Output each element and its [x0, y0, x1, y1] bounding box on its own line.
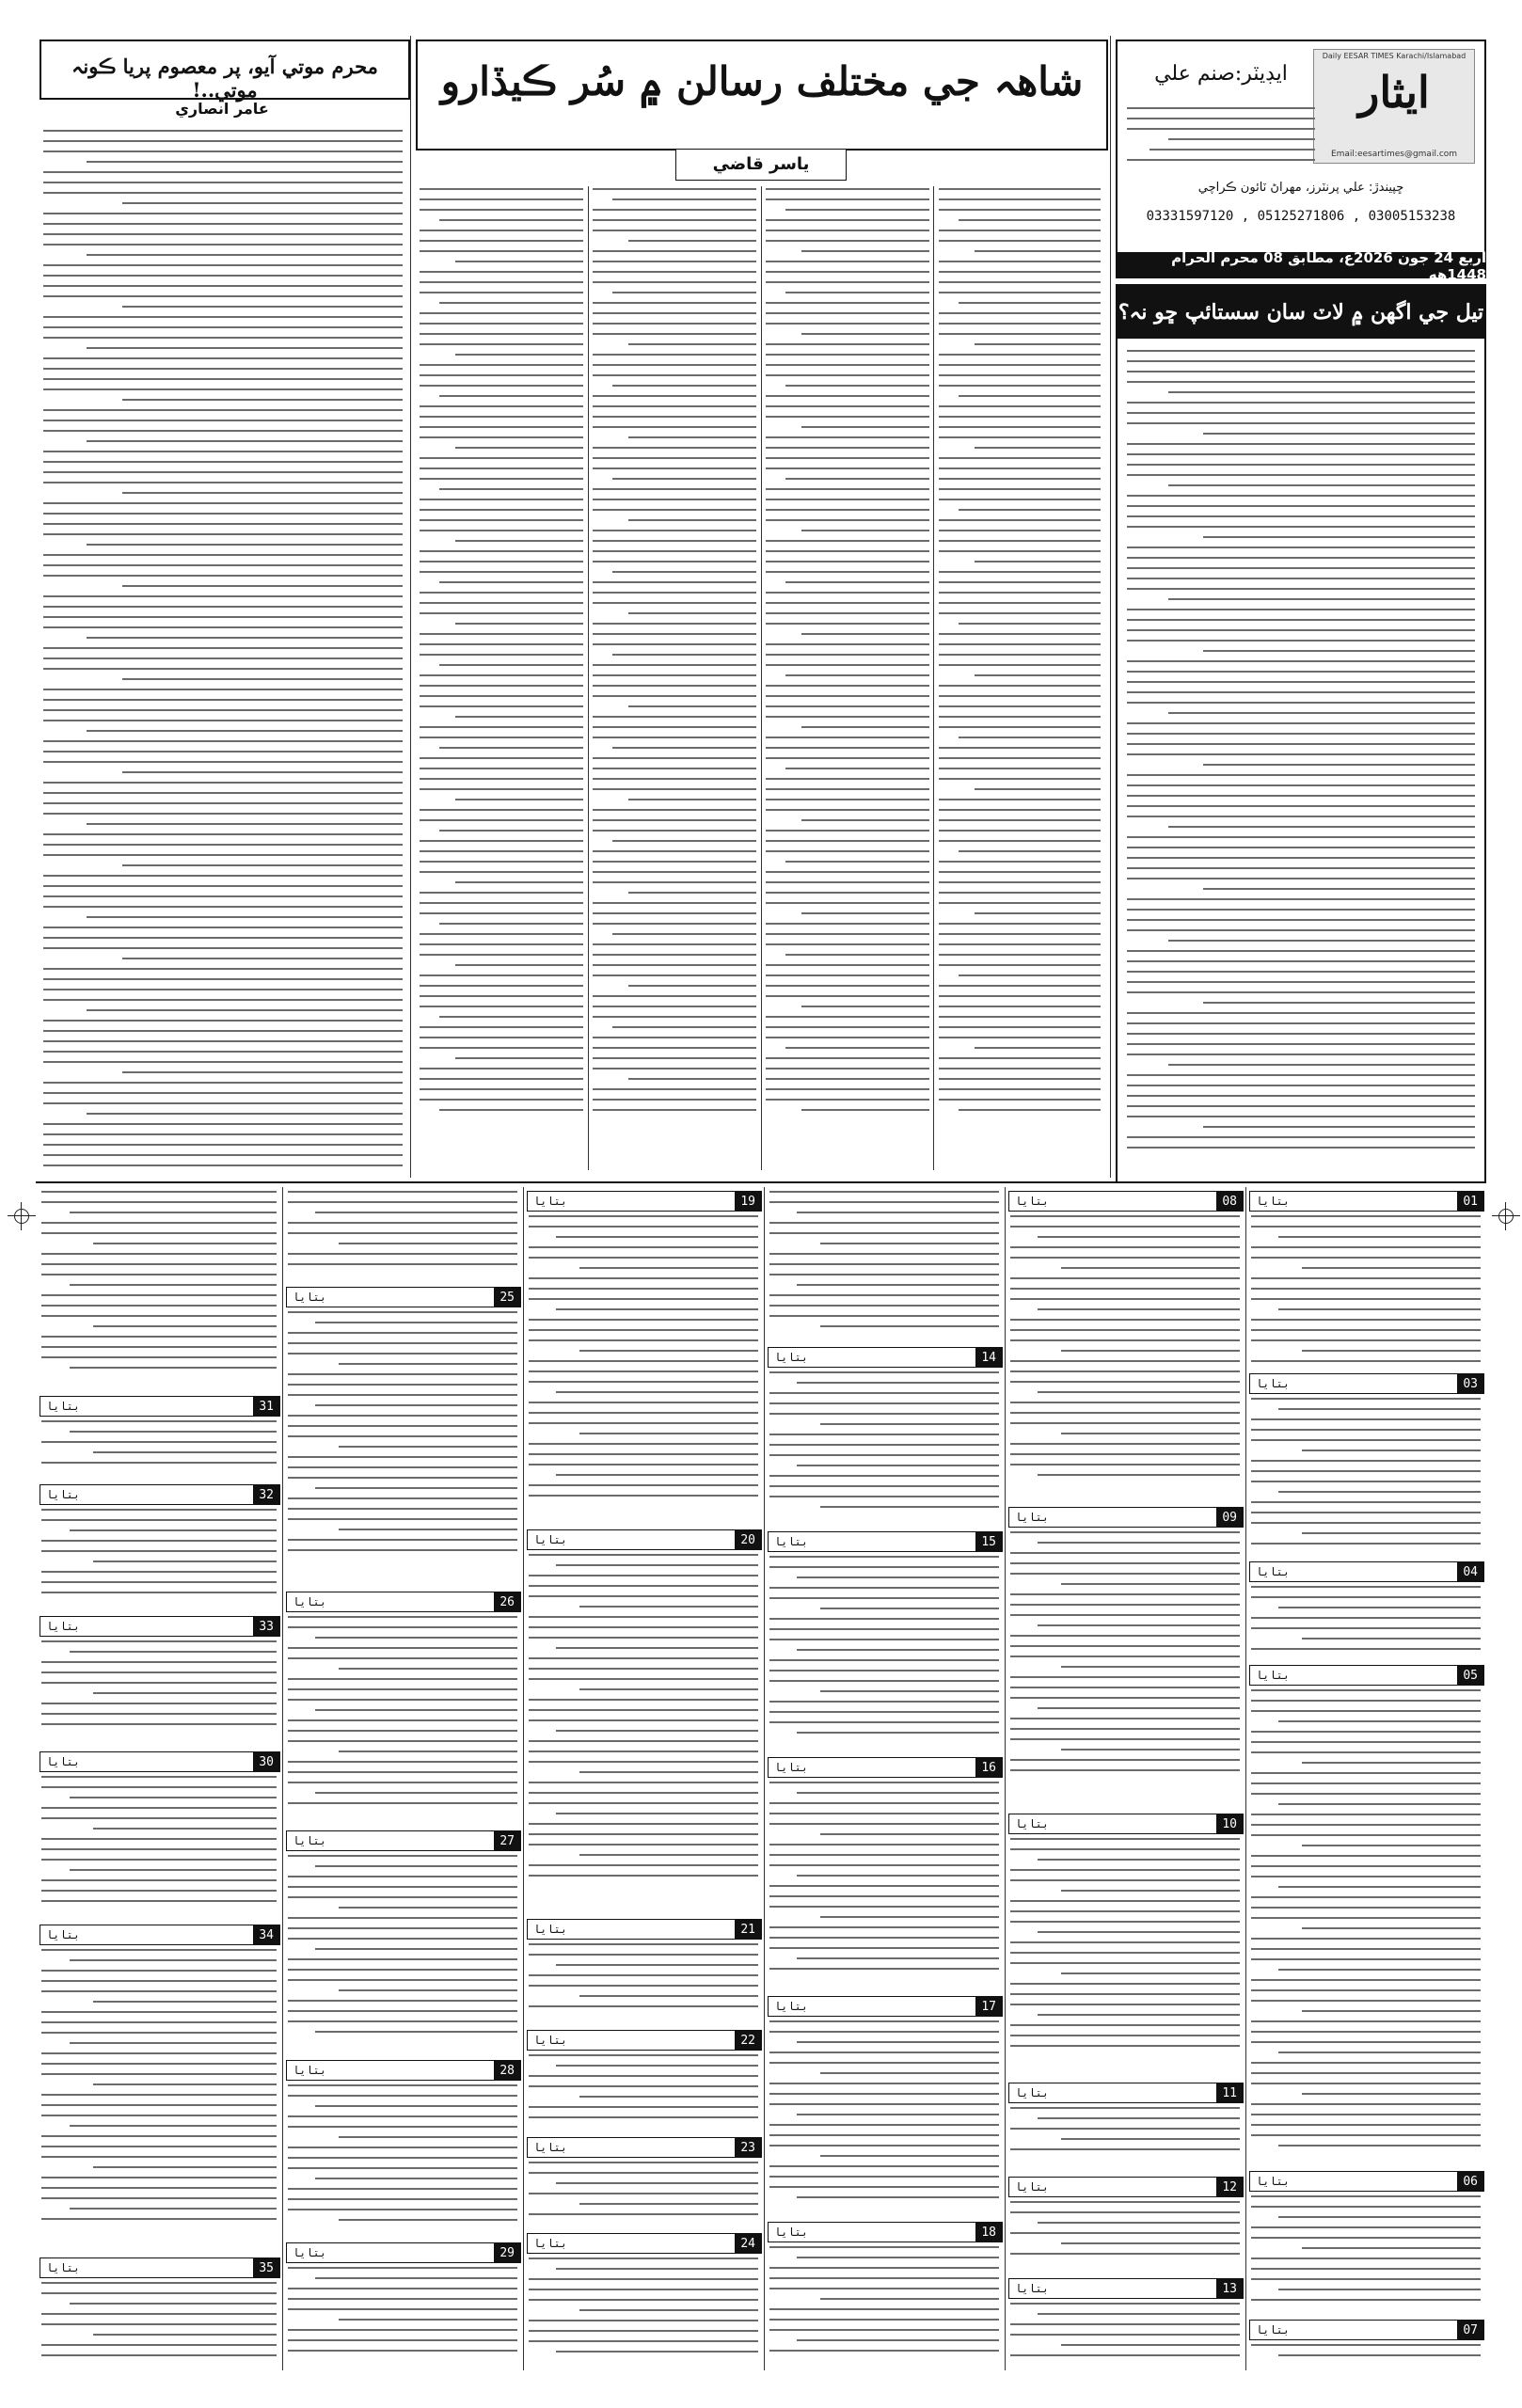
- main-article-title: شاهہ جي مختلف رسالن ۾ سُر ڪيڏارو: [440, 58, 1084, 104]
- notice-tag: بتايا 14: [768, 1347, 1003, 1368]
- masthead-text: [1127, 107, 1315, 173]
- notice-tag: بتايا 20: [527, 1529, 762, 1550]
- left-article-title-box: [40, 40, 410, 100]
- left-article-body: [43, 130, 403, 1174]
- right-article-title-bar: [1118, 286, 1484, 339]
- notice-tag: بتايا 34: [40, 1925, 280, 1945]
- masthead-logo: [1313, 49, 1475, 164]
- notice-tag: بتايا 13: [1008, 2278, 1244, 2299]
- brand-urdu: ايثار: [1358, 67, 1430, 118]
- notice-tag: بتايا 10: [1008, 1814, 1244, 1834]
- notice-tag: بتايا 23: [527, 2137, 762, 2158]
- date-bar: [1116, 249, 1486, 283]
- notice-tag: بتايا 25: [286, 1287, 521, 1307]
- notice-tag: بتايا 09: [1008, 1507, 1244, 1528]
- notice-tag: [40, 1686, 278, 1704]
- right-article-title: تيل جي اگهن ۾ لاٽ سان سستائپ ڇو نہ؟: [1118, 300, 1484, 325]
- notice-tag: بتايا 18: [768, 2222, 1003, 2242]
- notice-tag: بتايا 19: [527, 1191, 762, 1212]
- notice-tag: بتايا 26: [286, 1592, 521, 1612]
- masthead: [1116, 40, 1486, 254]
- notice-tag: بتايا 05: [1249, 1665, 1484, 1686]
- classified-grid: [36, 1187, 1486, 2370]
- main-article-body: [416, 149, 1104, 1174]
- left-article-title: محرم موتي آيو، پر معصوم پريا ڪونہ موتي..!: [71, 55, 378, 102]
- notice-tag: بتايا 16: [768, 1757, 1003, 1778]
- notice-tag: بتايا 08: [1008, 1191, 1244, 1212]
- newspaper-page: [36, 36, 1486, 2372]
- contact-line: ڇپيندڙ: علي پرنٽرز، مهراڻ ٽائون ڪراچي: [1197, 181, 1404, 195]
- notice-tag: بتايا 12: [1008, 2177, 1244, 2197]
- notice-tag: بتايا 29: [286, 2242, 521, 2263]
- notice-tag: بتايا 11: [1008, 2083, 1244, 2103]
- notice-tag: بتايا 04: [1249, 1561, 1484, 1582]
- registration-mark-icon: [1492, 1202, 1520, 1230]
- main-article-author: ياسر قاضي: [675, 149, 847, 181]
- notice-tag: بتايا 35: [40, 2258, 280, 2278]
- left-article-author: عامر انصاري: [175, 100, 269, 118]
- notice-tag: بتايا 01: [1249, 1191, 1484, 1212]
- notice-tag: بتايا 22: [527, 2030, 762, 2051]
- notice-tag: بتايا 17: [768, 1996, 1003, 2017]
- editor-label: ايڊيٽر:صنم علي: [1154, 62, 1288, 86]
- notice-tag: بتايا 33: [40, 1616, 280, 1637]
- notice-tag: بتايا 03: [1249, 1373, 1484, 1394]
- phone-line: 03331597120 , 05125271806 , 03005153238: [1146, 209, 1456, 224]
- notice-tag: بتايا 06: [1249, 2171, 1484, 2192]
- brand-english: Daily EESAR TIMES Karachi/Islamabad: [1322, 52, 1467, 60]
- notice-tag: بتايا 15: [768, 1531, 1003, 1552]
- date-line: اربع 24 جون 2026ع، مطابق 08 محرم الحرام 1448هه: [1171, 249, 1486, 283]
- main-article-title-box: [416, 40, 1108, 150]
- notice-tag: بتايا 32: [40, 1484, 280, 1505]
- registration-mark-icon: [8, 1202, 36, 1230]
- right-article: [1116, 284, 1486, 1183]
- notice-tag: بتايا 28: [286, 2060, 521, 2081]
- notice-tag: بتايا 27: [286, 1830, 521, 1851]
- notice-tag: بتايا 07: [1249, 2320, 1484, 2340]
- notice-tag: بتايا 24: [527, 2233, 762, 2254]
- brand-email: Email:eesartimes@gmail.com: [1330, 150, 1458, 159]
- notice-tag: بتايا 21: [527, 1919, 762, 1940]
- notice-tag: بتايا 30: [40, 1751, 280, 1772]
- right-article-body: [1127, 350, 1475, 1174]
- notice-tag: بتايا 31: [40, 1396, 280, 1417]
